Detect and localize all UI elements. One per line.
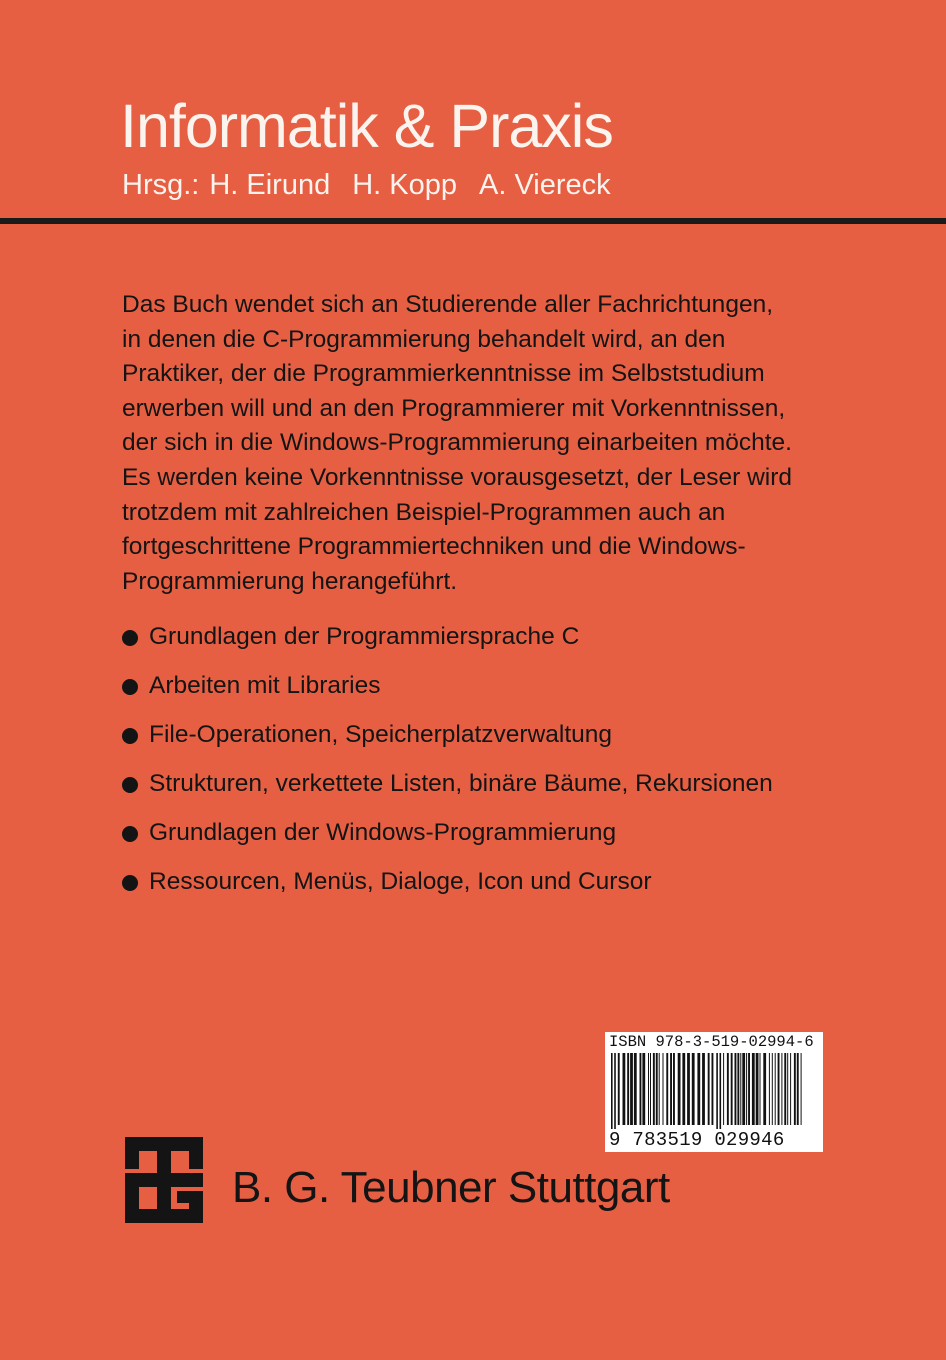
barcode-bar [746,1053,747,1125]
editors-label: Hrsg.: [122,169,200,201]
editor-name: A. Viereck [479,169,611,201]
barcode-bar [752,1053,755,1125]
barcode-bar [682,1053,685,1125]
topic-item [122,669,773,718]
barcode-bar [702,1053,705,1125]
bullet-icon [122,875,138,891]
barcode-bar [737,1053,739,1125]
ean-digits: 9 783519 029946 [609,1129,785,1151]
barcode-bar [678,1053,681,1125]
barcode-bar [763,1053,766,1125]
barcode-bar [648,1053,649,1125]
topic-item [122,767,773,816]
barcode-bar [794,1053,796,1125]
barcode-bar [797,1053,799,1125]
description-line: trotzdem mit zahlreichen Beispiel-Programmen auch an [122,498,726,526]
description-line: Das Buch wendet sich an Studierende aller Fachrichtungen, [122,291,773,318]
topic-label: File-Operationen, Speicherplatzverwaltung [149,721,613,748]
series-title: Informatik & Praxis [120,92,613,160]
barcode-bar [772,1053,773,1125]
bullet-icon [122,777,138,793]
barcode-bar [618,1053,620,1125]
barcode-bar [623,1053,626,1125]
barcode-bar [656,1053,658,1125]
barcode-bar [801,1053,802,1125]
barcode-bar [784,1053,786,1125]
bullet-icon [122,679,138,695]
topic-item [122,620,773,669]
barcode-bar [716,1053,718,1129]
barcode-bars [609,1053,819,1129]
barcode-bar [630,1053,633,1125]
description-line: fortgeschrittene Programmiertechniken und die Windows- [122,533,746,561]
barcode-bar [727,1053,729,1125]
isbn-barcode [605,1032,823,1152]
barcode-bar [611,1053,613,1129]
description-line: Praktiker, der die Programmierkenntnisse im Selbststudium [122,360,765,388]
editor-name: H. Eirund [209,169,331,201]
barcode-bar [708,1053,710,1125]
topic-label: Ressourcen, Menüs, Dialoge, Icon und Cursor [149,868,652,895]
barcode-bar [670,1053,672,1125]
barcode-bar [769,1053,770,1125]
topic-label: Grundlagen der Programmiersprache C [149,623,580,650]
barcode-bar [712,1053,714,1125]
barcode-bar [642,1053,645,1125]
barcode-bar [687,1053,690,1125]
topic-label: Arbeiten mit Libraries [149,672,381,699]
topic-label: Strukturen, verkettete Listen, binäre Bäume, Rekursionen [149,770,773,797]
topic-item [122,865,773,914]
topic-item [122,816,773,865]
barcode-bar [614,1053,616,1129]
barcode-bar [778,1053,780,1125]
barcode-bar [748,1053,750,1125]
topic-list [122,620,773,914]
barcode-bar [790,1053,791,1125]
isbn-label: ISBN 978-3-519-02994-6 [609,1033,814,1051]
barcode-bar [775,1053,776,1125]
description-line: Programmierung herangeführt. [122,567,458,595]
header-divider [0,218,946,224]
barcode-bar [742,1053,745,1125]
topic-label: Grundlagen der Windows-Programmierung [149,819,617,846]
bullet-icon [122,630,138,646]
description-line: in denen die C-Programmierung behandelt wird, an den [122,325,726,353]
barcode-bar [756,1053,759,1125]
description-line: Es werden keine Vorkenntnisse vorausgesetzt, der Leser wird [122,463,793,491]
editors-line [122,171,611,200]
barcode-bar [723,1053,724,1125]
book-description [122,288,882,599]
barcode-bar [731,1053,733,1125]
barcode-bar [673,1053,675,1125]
bullet-icon [122,826,138,842]
barcode-bar [659,1053,660,1125]
barcode-bar [735,1053,737,1125]
barcode-bar [627,1053,629,1125]
barcode-bar [640,1053,642,1125]
barcode-bar [697,1053,700,1125]
barcode-bar [650,1053,651,1125]
editor-name: H. Kopp [352,169,458,201]
barcode-bar [720,1053,722,1129]
teubner-logo [125,1137,203,1223]
barcode-bar [740,1053,741,1125]
description-line: erwerben will und an den Programmierer mit Vorkenntnissen, [122,394,786,422]
barcode-bar [634,1053,637,1125]
barcode-bar [787,1053,788,1125]
bullet-icon [122,728,138,744]
barcode-bar [666,1053,668,1125]
topic-item [122,718,773,767]
publisher-name: B. G. Teubner Stuttgart [232,1163,670,1212]
barcode-bar [663,1053,664,1125]
barcode-bar [781,1053,782,1125]
barcode-bar [760,1053,761,1125]
barcode-bar [653,1053,655,1125]
description-line: der sich in die Windows-Programmierung einarbeiten möchte. [122,429,792,457]
barcode-bar [692,1053,695,1125]
